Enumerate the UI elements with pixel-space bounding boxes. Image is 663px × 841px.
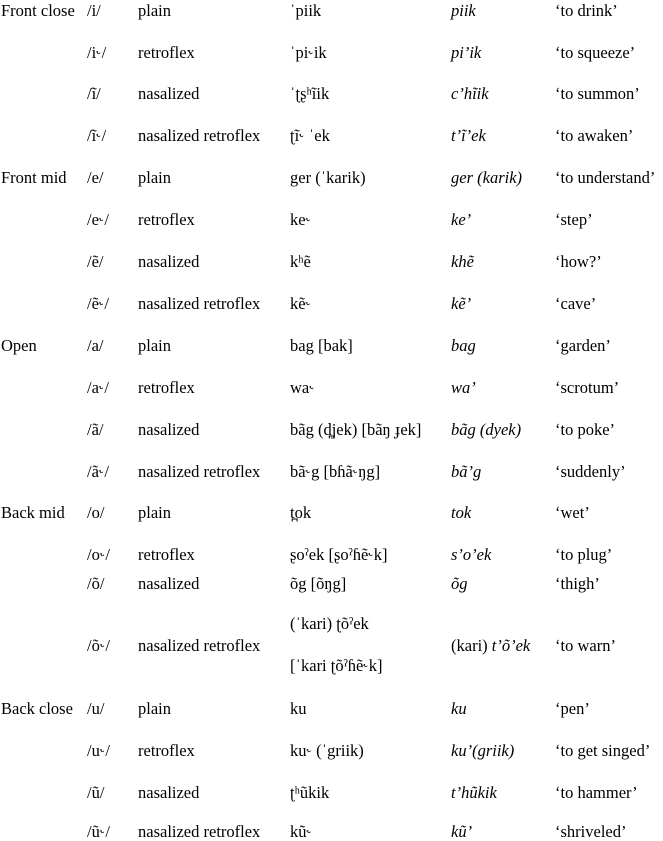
ipa-transcription: kʰẽ xyxy=(290,252,311,271)
ipa-transcription: (ˈkari) ʈõˀek xyxy=(290,614,369,633)
phoneme: /u/ xyxy=(87,699,105,718)
phoneme: /ũ/ xyxy=(87,783,105,802)
gloss: ‘garden’ xyxy=(555,336,611,355)
vowel-type: nasalized retroflex xyxy=(138,126,261,145)
orthography: piik xyxy=(451,1,476,20)
gloss: ‘to plug’ xyxy=(555,545,613,564)
vowel-type: retroflex xyxy=(138,545,195,564)
orthography: õg xyxy=(451,574,468,593)
orthography: bãg (dyek) xyxy=(451,420,522,439)
orthography: s’o’ek xyxy=(451,545,492,564)
phoneme: /e˞/ xyxy=(87,210,109,229)
gloss: ‘step’ xyxy=(555,210,593,229)
phoneme: /u˞/ xyxy=(87,741,110,760)
ipa-transcription: ke˞ xyxy=(290,210,312,229)
orthography: bag xyxy=(451,336,476,355)
phoneme: /õ˞/ xyxy=(87,636,110,655)
phoneme: /a/ xyxy=(87,336,104,355)
phoneme: /ã˞/ xyxy=(87,462,109,481)
orthography: pi’ik xyxy=(451,43,482,62)
gloss: ‘how?’ xyxy=(555,252,602,271)
ipa-transcription: ʈʰũkik xyxy=(290,783,330,802)
phoneme: /a˞/ xyxy=(87,378,109,397)
ipa-transcription: ˈʈʂʰĩik xyxy=(290,84,330,103)
category-label: Back close xyxy=(1,699,73,718)
vowel-type: retroflex xyxy=(138,378,195,397)
phoneme: /õ/ xyxy=(87,574,105,593)
gloss: ‘to understand’ xyxy=(555,168,656,187)
orthography: ger (karik) xyxy=(451,168,523,187)
phoneme: /ĩ˞/ xyxy=(87,126,107,145)
phoneme: /i/ xyxy=(87,1,101,20)
orthography: khẽ xyxy=(451,252,474,271)
orthography: kẽ’ xyxy=(451,294,472,313)
ipa-transcription: ku xyxy=(290,699,307,718)
ipa-transcription: ku˞ (ˈgriik) xyxy=(290,741,364,760)
ipa-transcription: wa˞ xyxy=(290,378,315,397)
ipa-transcription: ger (ˈkarik) xyxy=(290,168,366,187)
gloss: ‘shriveled’ xyxy=(555,822,627,841)
orthography-prefix: (kari) xyxy=(451,636,488,655)
vowel-type: plain xyxy=(138,503,171,522)
vowel-type: plain xyxy=(138,699,171,718)
category-label: Open xyxy=(1,336,37,355)
orthography: tok xyxy=(451,503,472,522)
gloss: ‘pen’ xyxy=(555,699,590,718)
vowel-type: retroflex xyxy=(138,210,195,229)
phoneme: /i˞/ xyxy=(87,43,107,62)
gloss: ‘scrotum’ xyxy=(555,378,620,397)
category-label: Front mid xyxy=(1,168,67,187)
orthography: wa’ xyxy=(451,378,476,397)
orthography: bã’g xyxy=(451,462,482,481)
ipa-transcription: ʈĩ˞ ˈek xyxy=(290,126,330,145)
phoneme: /ũ˞/ xyxy=(87,822,110,841)
orthography: c’hĩik xyxy=(451,84,489,103)
ipa-transcription: ʂoˀek [ʂoˀɦẽ˞k] xyxy=(290,545,388,564)
ipa-transcription-line2: [ˈkari ʈõˀɦẽ˞k] xyxy=(290,656,383,675)
orthography: kũ’ xyxy=(451,822,473,841)
vowel-type: nasalized retroflex xyxy=(138,822,261,841)
gloss: ‘to awaken’ xyxy=(555,126,634,145)
orthography: ke’ xyxy=(451,210,472,229)
orthography: (kari) t’õ’ek xyxy=(451,636,531,655)
gloss: ‘to poke’ xyxy=(555,420,616,439)
vowel-type: nasalized xyxy=(138,783,200,802)
vowel-type: nasalized retroflex xyxy=(138,462,261,481)
gloss: ‘to drink’ xyxy=(555,1,618,20)
vowel-type: nasalized xyxy=(138,574,200,593)
ipa-transcription: õg [õŋg] xyxy=(290,574,347,593)
vowel-type: nasalized xyxy=(138,84,200,103)
phoneme: /ĩ/ xyxy=(87,84,101,103)
vowel-type: retroflex xyxy=(138,741,195,760)
gloss: ‘to get singed’ xyxy=(555,741,651,760)
vowel-type: nasalized retroflex xyxy=(138,294,261,313)
gloss: ‘thigh’ xyxy=(555,574,600,593)
gloss: ‘cave’ xyxy=(555,294,597,313)
ipa-transcription: ˈpi˞ik xyxy=(290,43,327,62)
ipa-transcription: bãg (d̪jek) [bãŋ ɟek] xyxy=(290,420,422,439)
gloss: ‘to squeeze’ xyxy=(555,43,636,62)
phoneme: /o/ xyxy=(87,503,105,522)
orthography-paren: (karik) xyxy=(477,168,523,187)
orthography: ku’(griik) xyxy=(451,741,515,760)
phoneme: /ẽ˞/ xyxy=(87,294,109,313)
phoneme: /ã/ xyxy=(87,420,104,439)
gloss: ‘to hammer’ xyxy=(555,783,638,802)
ipa-transcription: kũ˞ xyxy=(290,822,312,841)
gloss: ‘to summon’ xyxy=(555,84,640,103)
phoneme: /o˞/ xyxy=(87,545,110,564)
gloss: ‘wet’ xyxy=(555,503,590,522)
orthography-paren: (dyek) xyxy=(479,420,522,439)
vowel-type: nasalized xyxy=(138,252,200,271)
vowel-type: plain xyxy=(138,1,171,20)
orthography: t’ĩ’ek xyxy=(451,126,486,145)
category-label: Back mid xyxy=(1,503,65,522)
category-label: Front close xyxy=(1,1,75,20)
orthography-paren: (griik) xyxy=(472,741,515,760)
phoneme: /ẽ/ xyxy=(87,252,104,271)
orthography: ku xyxy=(451,699,467,718)
gloss: ‘to warn’ xyxy=(555,636,616,655)
vowel-type: retroflex xyxy=(138,43,195,62)
vowel-type: nasalized xyxy=(138,420,200,439)
ipa-transcription: kẽ˞ xyxy=(290,294,312,313)
ipa-transcription: bã˞g [bɦã˞ŋg] xyxy=(290,462,381,481)
phoneme: /e/ xyxy=(87,168,104,187)
orthography: t’hũkik xyxy=(451,783,497,802)
ipa-transcription: t̪ok xyxy=(290,503,312,522)
vowel-type: plain xyxy=(138,168,171,187)
vowel-type: nasalized retroflex xyxy=(138,636,261,655)
ipa-transcription: bag [bak] xyxy=(290,336,353,355)
ipa-transcription: ˈpiik xyxy=(290,1,322,20)
vowel-type: plain xyxy=(138,336,171,355)
gloss: ‘suddenly’ xyxy=(555,462,626,481)
